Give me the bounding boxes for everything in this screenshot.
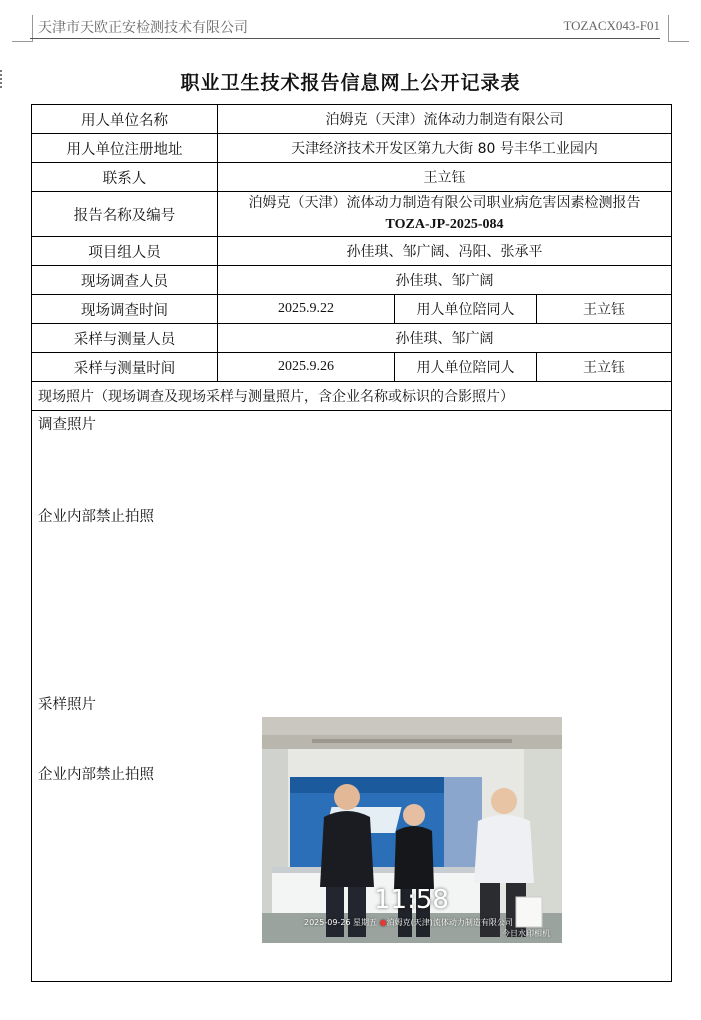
location-pin-icon: ● [379,918,387,927]
photo-time: 11:58 [374,885,449,915]
page-title: 职业卫生技术报告信息网上公开记录表 [180,72,521,94]
header-rule [30,38,660,39]
sampling-companion-value: 王立钰 [537,353,672,382]
table-row [32,411,672,982]
sampling-time-value: 2025.9.26 [218,353,395,382]
sampling-photo-label: 采样照片 [38,697,96,713]
table-row [32,353,672,382]
table-row [32,266,672,295]
sampling-staff-value: 孙佳琪、邹广阔 [218,324,672,353]
table-row [32,163,672,192]
header-company: 天津市天欧正安检测技术有限公司 [38,20,248,36]
survey-time-value: 2025.9.22 [218,295,395,324]
survey-staff-label: 现场调查人员 [32,266,218,295]
photo-location: 泊姆克(天津)流体动力制造有限公司 [386,918,513,927]
table-row [32,295,672,324]
survey-time-label: 现场调查时间 [32,295,218,324]
project-team-value: 孙佳琪、邹广阔、冯阳、张承平 [218,237,672,266]
table-row [32,382,672,411]
employer-address-label: 用人单位注册地址 [32,134,218,163]
survey-staff-value: 孙佳琪、邹广阔 [218,266,672,295]
table-row [32,324,672,353]
photo-watermark: 今日水印相机 [502,929,550,938]
table-row [32,192,672,237]
sampling-time-label: 采样与测量时间 [32,353,218,382]
page-corner-mark-right [668,15,689,42]
employer-name-label: 用人单位名称 [32,105,218,134]
photo-date: 2025-09-26 星期五 [304,918,378,927]
report-value [218,192,672,237]
contact-label: 联系人 [32,163,218,192]
photos-cell [32,411,672,982]
table-row [32,105,672,134]
employer-name-value: 泊姆克（天津）流体动力制造有限公司 [218,105,672,134]
survey-companion-label: 用人单位陪同人 [395,295,537,324]
survey-photo-label: 调查照片 [38,417,96,433]
survey-companion-value: 王立钰 [537,295,672,324]
record-table [31,104,672,982]
sampling-photo-note: 企业内部禁止拍照 [38,767,154,783]
report-label: 报告名称及编号 [32,192,218,237]
report-number: TOZA-JP-2025-084 [385,217,504,232]
survey-photo-note: 企业内部禁止拍照 [38,509,154,525]
sampling-staff-label: 采样与测量人员 [32,324,218,353]
sampling-companion-label: 用人单位陪同人 [395,353,537,382]
sampling-photo [262,717,562,943]
header-code: TOZACX043-F01 [563,18,660,33]
table-row [32,134,672,163]
report-name: 泊姆克（天津）流体动力制造有限公司职业病危害因素检测报告 [248,195,641,211]
photo-date-location [304,917,513,928]
table-row [32,237,672,266]
contact-value: 王立钰 [218,163,672,192]
employer-address-value: 天津经济技术开发区第九大街 80 号丰华工业园内 [218,134,672,163]
photos-header: 现场照片（现场调查及现场采样与测量照片，含企业名称或标识的合影照片） [32,382,672,411]
side-mark [0,70,5,88]
project-team-label: 项目组人员 [32,237,218,266]
